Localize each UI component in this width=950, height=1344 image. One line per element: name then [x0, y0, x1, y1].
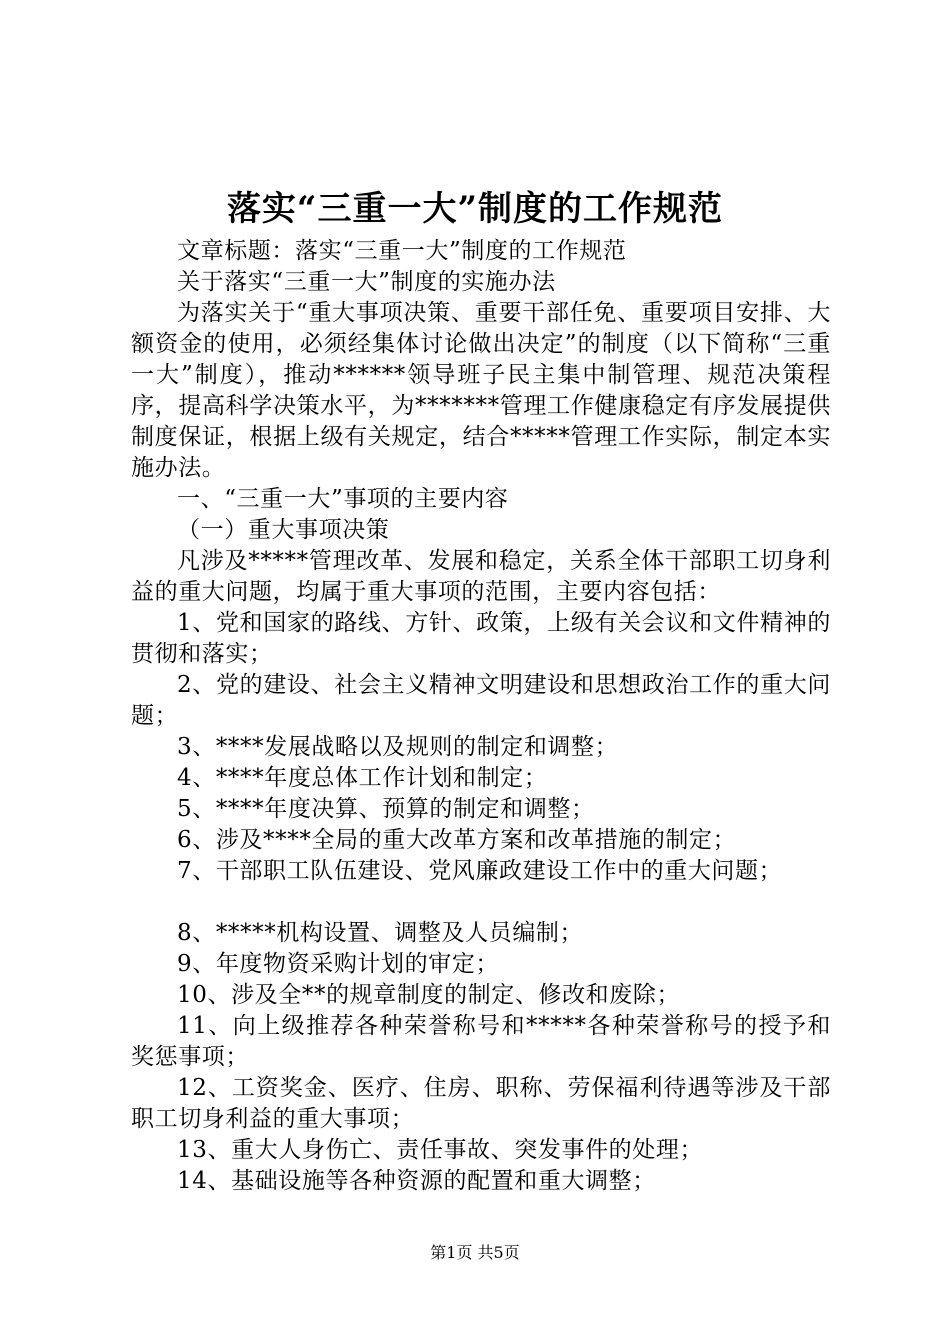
- list-item-14: 14、基础设施等各种资源的配置和重大调整；: [177, 1168, 656, 1194]
- list-item-11: 11、向上级推荐各种荣誉称号和*****各种荣誉称号的授予和奖惩事项；: [131, 1013, 831, 1070]
- list-item-5: 5、****年度决算、预算的制定和调整；: [177, 796, 595, 822]
- list-item-3: 3、****发展战略以及规则的制定和调整；: [177, 734, 619, 760]
- article-title-line: 文章标题：落实“三重一大”制度的工作规范: [177, 238, 627, 264]
- scope-paragraph: 凡涉及*****管理改革、发展和稳定，关系全体干部职工切身利益的重大问题，均属于重大事项的范围，主要内容包括：: [131, 548, 831, 605]
- section-heading: 一、“三重一大”事项的主要内容: [177, 486, 509, 512]
- list-item-6: 6、涉及****全局的重大改革方案和改革措施的制定；: [177, 827, 737, 853]
- list-item-13: 13、重大人身伤亡、责任事故、突发事件的处理；: [177, 1137, 704, 1163]
- list-item-12: 12、工资奖金、医疗、住房、职称、劳保福利待遇等涉及干部职工切身利益的重大事项；: [131, 1075, 831, 1132]
- list-item-2: 2、党的建设、社会主义精神文明建设和思想政治工作的重大问题；: [131, 672, 831, 729]
- list-item-1: 1、党和国家的路线、方针、政策，上级有关会议和文件精神的贯彻和落实；: [131, 610, 831, 667]
- intro-paragraph: 为落实关于“重大事项决策、重要干部任免、重要项目安排、大额资金的使用，必须经集体讨论做出决定”的制度（以下简称“三重一大”制度），推动******领导班子民主集中制管理、规范决策程序，提高科学决策水平，为*******管理工作健康稳定有序发展提供制度保证，根据上级有关规定，结合*****管理工作实际，制定本实施办法。: [131, 300, 831, 481]
- document-body: [131, 236, 831, 1197]
- subtitle-line: 关于落实“三重一大”制度的实施办法: [177, 269, 556, 295]
- list-item-7: 7、干部职工队伍建设、党风廉政建设工作中的重大问题；: [177, 858, 783, 884]
- subsection-heading: （一）重大事项决策: [177, 517, 390, 543]
- list-item-8: 8、*****机构设置、调整及人员编制；: [177, 920, 584, 946]
- list-item-9: 9、年度物资采购计划的审定；: [177, 951, 500, 977]
- document-title: 落实“三重一大”制度的工作规范: [226, 189, 724, 229]
- list-item-10: 10、涉及全**的规章制度的制定、修改和废除；: [177, 982, 681, 1008]
- list-item-4: 4、****年度总体工作计划和制定；: [177, 765, 548, 791]
- page-footer: 第1页 共5页: [430, 1243, 520, 1262]
- blank-line: [131, 887, 831, 918]
